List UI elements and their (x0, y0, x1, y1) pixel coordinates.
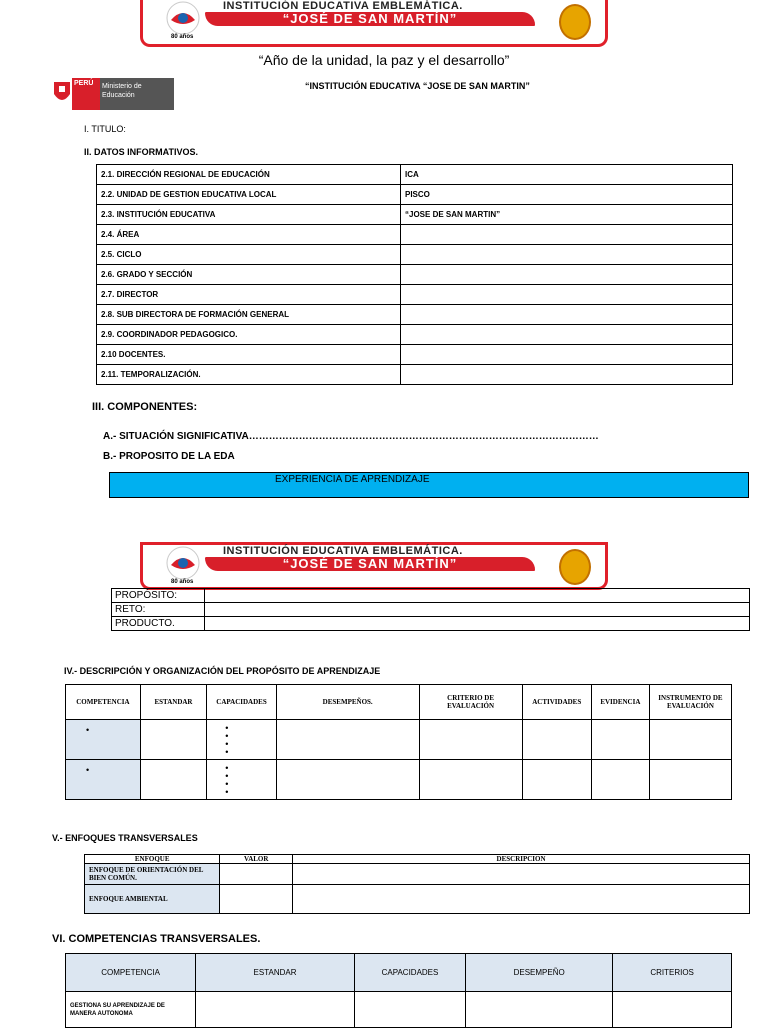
datos-value (401, 245, 733, 265)
datos-label: 2.2. UNIDAD DE GESTION EDUCATIVA LOCAL (97, 185, 401, 205)
descripcion-cell (140, 760, 206, 800)
ministry-logo (52, 76, 172, 112)
proposito-value (205, 603, 750, 617)
datos-value (401, 345, 733, 365)
datos-label: 2.9. COORDINADOR PEDAGOGICO. (97, 325, 401, 345)
datos-row (97, 185, 733, 205)
header-banner (140, 0, 608, 47)
datos-label: 2.8. SUB DIRECTORA DE FORMACIÓN GENERAL (97, 305, 401, 325)
datos-value: “JOSE DE SAN MARTIN” (401, 205, 733, 225)
proposito-row (112, 617, 750, 631)
proposito-value (205, 617, 750, 631)
banner-line2: “JOSÉ DE SAN MARTÍN” (205, 557, 535, 571)
section-componentes: III. COMPONENTES: (92, 401, 198, 413)
banner-line2: “JOSÉ DE SAN MARTÍN” (205, 12, 535, 26)
logo-caption: 80 años (171, 34, 194, 40)
experiencia-bar (109, 472, 749, 498)
ministry-name: Ministerio de Educación (100, 78, 174, 110)
competencias-header: DESEMPEÑO (466, 954, 613, 992)
datos-table (96, 164, 733, 385)
descripcion-header: CRITERIO DE EVALUACIÓN (419, 685, 522, 720)
bullet: • (225, 786, 229, 797)
bullet: • (225, 738, 229, 749)
descripcion-cell (276, 760, 419, 800)
datos-row (97, 305, 733, 325)
proposito-eda: B.- PROPOSITO DE LA EDA (103, 451, 235, 462)
enfoque-name: ENFOQUE AMBIENTAL (85, 885, 220, 914)
enfoques-header: DESCRIPCION (293, 855, 750, 864)
banner-line1: INSTITUCIÓN EDUCATIVA EMBLEMÁTICA. (223, 0, 463, 12)
descripcion-cell (140, 720, 206, 760)
datos-value: ICA (401, 165, 733, 185)
datos-row (97, 245, 733, 265)
enfoque-descripcion (293, 885, 750, 914)
ministry-country: PERÚ (72, 78, 100, 110)
datos-value (401, 365, 733, 385)
proposito-label: PRODUCTO. (112, 617, 205, 631)
table-row (66, 720, 732, 760)
datos-label: 2.7. DIRECTOR (97, 285, 401, 305)
datos-value (401, 285, 733, 305)
bullet: • (225, 730, 229, 741)
enfoques-header: ENFOQUE (85, 855, 220, 864)
bullet: • (225, 746, 229, 757)
proposito-table (111, 588, 750, 631)
datos-label: 2.1. DIRECCIÓN REGIONAL DE EDUCACIÓN (97, 165, 401, 185)
datos-label: 2.4. ÁREA (97, 225, 401, 245)
datos-value (401, 265, 733, 285)
motto: “Año de la unidad, la paz y el desarrollo” (258, 52, 510, 68)
section-descripcion: IV.- DESCRIPCIÓN Y ORGANIZACIÓN DEL PROPÓSITO DE APRENDIZAJE (64, 666, 381, 676)
table-row (85, 864, 750, 885)
enfoques-header: VALOR (220, 855, 293, 864)
bullet: • (86, 725, 90, 735)
datos-label: 2.3. INSTITUCIÓN EDUCATIVA (97, 205, 401, 225)
enfoque-descripcion (293, 864, 750, 885)
competencia-cell (354, 992, 465, 1028)
proposito-label: RETO: (112, 603, 205, 617)
datos-row (97, 345, 733, 365)
section-datos: II. DATOS INFORMATIVOS. (84, 147, 199, 157)
table-row (66, 992, 732, 1028)
institution-title: “INSTITUCIÓN EDUCATIVA “JOSE DE SAN MARTIN” (305, 81, 530, 91)
competencia-cell (613, 992, 732, 1028)
enfoque-valor (220, 885, 293, 914)
datos-value (401, 225, 733, 245)
descripcion-cell (207, 760, 277, 800)
logo-caption: 80 años (171, 579, 194, 585)
competencia-name: GESTIONA SU APRENDIZAJE DE MANERA AUTONOMA (66, 992, 196, 1028)
datos-value: PISCO (401, 185, 733, 205)
descripcion-cell (419, 720, 522, 760)
descripcion-cell (649, 760, 731, 800)
experiencia-label: EXPERIENCIA DE APRENDIZAJE (275, 474, 430, 485)
section-titulo: I. TITULO: (84, 124, 126, 134)
table-row (85, 885, 750, 914)
enfoque-name: ENFOQUE DE ORIENTACIÓN DEL BIEN COMÚN. (85, 864, 220, 885)
competencias-table (65, 953, 732, 1028)
datos-row (97, 165, 733, 185)
descripcion-header: ACTIVIDADES (522, 685, 591, 720)
crest-icon (559, 4, 591, 40)
section-competencias: VI. COMPETENCIAS TRANSVERSALES. (52, 933, 261, 945)
descripcion-cell (66, 760, 141, 800)
enfoques-table (84, 854, 750, 914)
bullet: • (225, 762, 229, 773)
proposito-label: PROPÓSITO: (112, 589, 205, 603)
situacion-significativa: A.- SITUACIÓN SIGNIFICATIVA…………………………………………………………………………………………… (103, 431, 599, 442)
descripcion-cell (276, 720, 419, 760)
descripcion-header: INSTRUMENTO DE EVALUACIÓN (649, 685, 731, 720)
datos-label: 2.6. GRADO Y SECCIÓN (97, 265, 401, 285)
competencias-header: CRITERIOS (613, 954, 732, 992)
datos-row (97, 205, 733, 225)
bullet: • (86, 765, 90, 775)
descripcion-cell (522, 760, 591, 800)
datos-row (97, 285, 733, 305)
competencia-cell (196, 992, 355, 1028)
crest-icon (559, 549, 591, 585)
descripcion-header: COMPETENCIA (66, 685, 141, 720)
bullet: • (225, 770, 229, 781)
datos-label: 2.11. TEMPORALIZACIÓN. (97, 365, 401, 385)
descripcion-cell (522, 720, 591, 760)
table-row (66, 760, 732, 800)
datos-value (401, 305, 733, 325)
descripcion-header: ESTANDAR (140, 685, 206, 720)
proposito-row (112, 589, 750, 603)
datos-row (97, 365, 733, 385)
descripcion-header: DESEMPEÑOS. (276, 685, 419, 720)
header-banner-2 (140, 542, 608, 590)
enfoque-valor (220, 864, 293, 885)
datos-row (97, 325, 733, 345)
bullet: • (225, 778, 229, 789)
section-enfoques: V.- ENFOQUES TRANSVERSALES (52, 833, 198, 843)
descripcion-cell (591, 760, 649, 800)
datos-row (97, 265, 733, 285)
competencias-header: COMPETENCIA (66, 954, 196, 992)
datos-label: 2.10 DOCENTES. (97, 345, 401, 365)
descripcion-cell (419, 760, 522, 800)
peru-shield-icon (52, 80, 72, 106)
proposito-row (112, 603, 750, 617)
descripcion-cell (207, 720, 277, 760)
descripcion-table (65, 684, 732, 800)
competencia-cell (466, 992, 613, 1028)
bullet: • (225, 722, 229, 733)
competencias-header: CAPACIDADES (354, 954, 465, 992)
descripcion-cell (591, 720, 649, 760)
datos-value (401, 325, 733, 345)
banner-line1: INSTITUCIÓN EDUCATIVA EMBLEMÁTICA. (223, 545, 463, 557)
datos-label: 2.5. CICLO (97, 245, 401, 265)
datos-row (97, 225, 733, 245)
descripcion-cell (66, 720, 141, 760)
descripcion-header: EVIDENCIA (591, 685, 649, 720)
descripcion-header: CAPACIDADES (207, 685, 277, 720)
competencias-header: ESTANDAR (196, 954, 355, 992)
proposito-value (205, 589, 750, 603)
descripcion-cell (649, 720, 731, 760)
